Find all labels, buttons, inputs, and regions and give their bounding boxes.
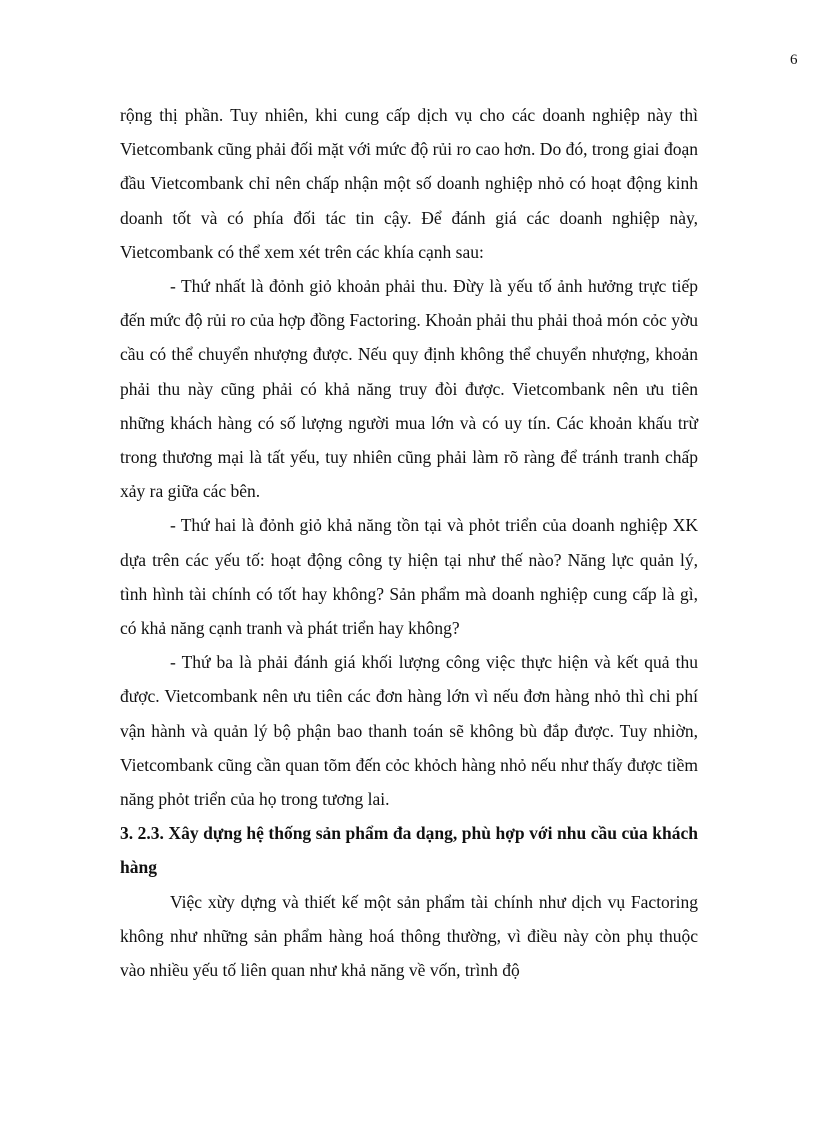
page-number: 6: [790, 52, 798, 68]
paragraph-product-design: Việc xừy dựng và thiết kế một sản phẩm tài chính như dịch vụ Factoring không như những sản phẩm hàng hoá thông thường, vì điều này còn phụ thuộc vào nhiều yếu tố liên quan như khả năng về vốn, trình độ: [120, 891, 698, 981]
paragraph-criterion-2: - Thứ hai là đỏnh giỏ khả năng tồn tại và phỏt triển của doanh nghiệp XK dựa trên các yếu tố: hoạt động công ty hiện tại như thế nào? Năng lực quản lý, tình hình tài chính có tốt hay không? Sản phẩm mà doanh nghiệp cung cấp là gì, có khả năng cạnh tranh và phát triển hay không?: [120, 515, 698, 639]
paragraph-criterion-3: - Thứ ba là phải đánh giá khối lượng công việc thực hiện và kết quả thu được. Vietcombank nên ưu tiên các đơn hàng lớn vì nếu đơn hàng nhỏ thì chi phí vận hành và quản lý bộ phận bao thanh toán sẽ không bù đắp được. Tuy nhiờn, Vietcombank cũng cần quan tõm đến cỏc khỏch hàng nhỏ nếu như thấy được tiềm năng phỏt triển của họ trong tương lai.: [120, 652, 698, 810]
section-heading: 3. 2.3. Xây dựng hệ thống sản phẩm đa dạng, phù hợp với nhu cầu của khách hàng: [120, 823, 698, 878]
paragraph-criterion-1: - Thứ nhất là đỏnh giỏ khoản phải thu. Đừy là yếu tố ảnh hưởng trực tiếp đến mức độ rủi ro của hợp đồng Factoring. Khoản phải thu phải thoả món cỏc yờu cầu có thể chuyển nhượng được. Nếu quy định không thể chuyển nhượng, khoản phải thu này cũng phải có khả năng truy đòi được. Vietcombank nên ưu tiên những khách hàng có số lượng người mua lớn và có uy tín. Các khoản khấu trừ trong thương mại là tất yếu, tuy nhiên cũng phải làm rõ ràng để tránh tranh chấp xảy ra giữa các bên.: [120, 276, 698, 502]
paragraph-continuation: rộng thị phần. Tuy nhiên, khi cung cấp dịch vụ cho các doanh nghiệp này thì Vietcombank cũng phải đối mặt với mức độ rủi ro cao hơn. Do đó, trong giai đoạn đầu Vietcombank chỉ nên chấp nhận một số doanh nghiệp nhỏ có hoạt động kinh doanh tốt và có phía đối tác tin cậy. Để đánh giá các doanh nghiệp này, Vietcombank có thể xem xét trên các khía cạnh sau:: [120, 105, 698, 262]
document-body: [120, 98, 698, 987]
